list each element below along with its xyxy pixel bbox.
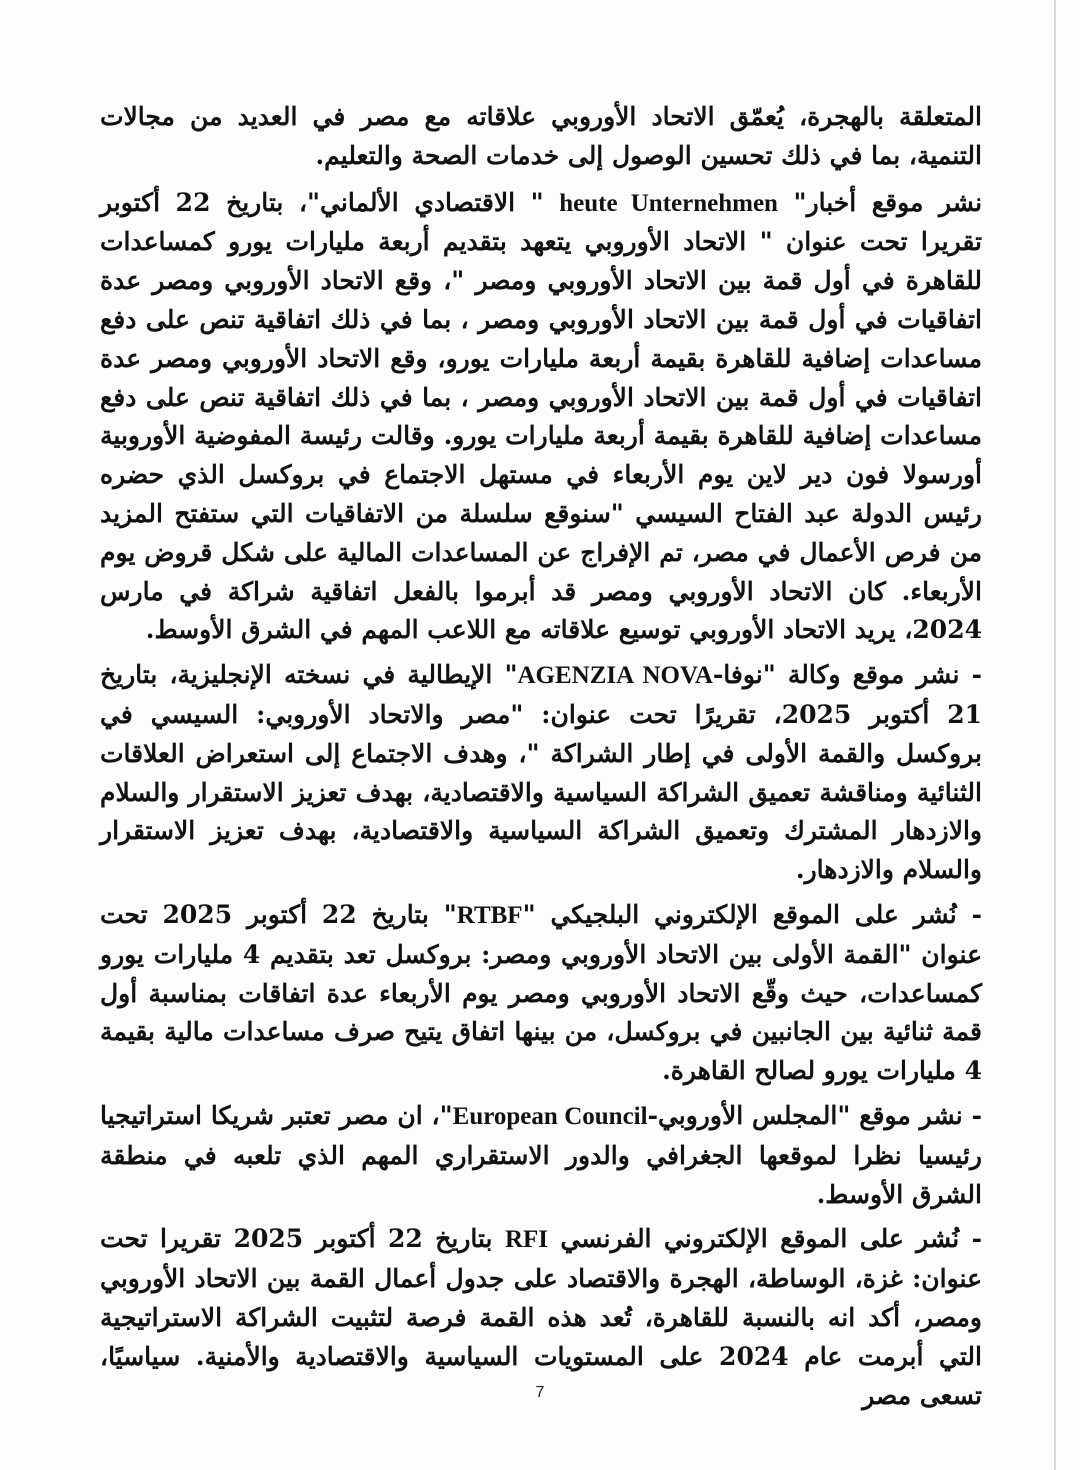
- paragraph-text: - نُشر على الموقع الإلكتروني البلجيكي ": [522, 899, 982, 929]
- page-number: 7: [535, 1384, 545, 1401]
- paragraph-text: - نشر موقع "المجلس الأوروبي-: [647, 1100, 982, 1130]
- paragraph-european-council: [100, 1097, 982, 1214]
- paragraph-heute-unternehmen: [100, 184, 982, 651]
- paragraph-text: المتعلقة بالهجرة، يُعمّق الاتحاد الأوروبي علاقاته مع مصر في العديد من مجالات التنمية، بما في ذلك تحسين الوصول إلى خدمات الصحة والتعليم.: [100, 102, 982, 170]
- paragraph-agenzia-nova: [100, 656, 982, 890]
- document-body: [100, 98, 982, 1421]
- paragraph-text: - نُشر على الموقع الإلكتروني الفرنسي: [548, 1224, 983, 1254]
- source-name: RFI: [504, 1226, 548, 1254]
- paragraph-text: " الاقتصادي الألماني"، بتاريخ 22 أكتوبر تقريرا تحت عنوان " الاتحاد الأوروبي يتعهد بتقديم أربعة مليارات يورو كمساعدات للقاهرة في أول قمة بين الاتحاد الأوروبي ومصر "، وقع الاتحاد الأوروبي ومصر عدة اتفاقيات في أول قمة بين الاتحاد الأوروبي ومصر ، بما في ذلك اتفاقية تنص على دفع مساعدات إضافية للقاهرة بقيمة أربعة مليارات يورو، وقع الاتحاد الأوروبي ومصر عدة اتفاقيات في أول قمة بين الاتحاد الأوروبي ومصر ، بما في ذلك اتفاقية تنص على دفع مساعدات إضافية للقاهرة بقيمة أربعة مليارات يورو. وقالت رئيسة المفوضية الأوروبية أورسولا فون دير لاين يوم الأربعاء في مستهل الاجتماع في بروكسل الذي حضره رئيس الدولة عبد الفتاح السيسي "سنوقع سلسلة من الاتفاقيات التي ستفتح المزيد من فرص الأعمال في مصر، تم الإفراج عن المساعدات المالية على شكل قروض يوم الأربعاء. كان الاتحاد الأوروبي ومصر قد أبرموا بالفعل اتفاقية شراكة في مارس 2024، يريد الاتحاد الأوروبي توسيع علاقاته مع اللاعب المهم في الشرق الأوسط.: [100, 187, 982, 645]
- paragraph-rtbf: [100, 896, 982, 1091]
- source-name: heute Unternehmen: [559, 189, 778, 217]
- source-name: AGENZIA NOVA: [517, 662, 713, 690]
- paragraph-text: "، ان مصر تعتبر شريكا استراتيجيا رئيسيا نظرا لموقعها الجغرافي والدور الاستقراري المهم الذي تلعبه في منطقة الشرق الأوسط.: [100, 1100, 982, 1209]
- paragraph-text: نشر موقع أخبار": [777, 187, 983, 217]
- paragraph-text: " بتاريخ 22 أكتوبر 2025 تحت عنوان "القمة الأولى بين الاتحاد الأوروبي ومصر: بروكسل تعد بتقديم 4 مليارات يورو كمساعدات، حيث وقّع الاتحاد الأوروبي ومصر يوم الأربعاء عدة اتفاقات بمناسبة أول قمة ثنائية بين الجانبين في بروكسل، من بينها اتفاق يتيح صرف مساعدات مالية بقيمة 4 مليارات يورو لصالح القاهرة.: [100, 899, 982, 1086]
- paragraph-intro-continuation: [100, 98, 982, 176]
- source-name: European Council: [452, 1102, 648, 1130]
- page-edge-shadow: [1054, 0, 1056, 1470]
- paragraph-text: " الإيطالية في نسخته الإنجليزية، بتاريخ 21 أكتوبر 2025، تقريرًا تحت عنوان: "مصر والاتحاد الأوروبي: السيسي في بروكسل والقمة الأولى في إطار الشراكة "، وهدف الاجتماع إلى استعراض العلاقات الثنائية ومناقشة تعميق الشراكة السياسية والاقتصادية، بهدف تعزيز الاستقرار والسلام والازدهار المشترك وتعميق الشراكة السياسية والاقتصادية، بهدف تعزيز الاستقرار والسلام والازدهار.: [100, 660, 982, 885]
- source-name: RTBF: [456, 901, 523, 929]
- paragraph-text: بتاريخ 22 أكتوبر 2025 تقريرا تحت عنوان: غزة، الوساطة، الهجرة والاقتصاد على جدول أعمال القمة بين الاتحاد الأوروبي ومصر، أكد انه بالنسبة للقاهرة، تُعد هذه القمة فرصة لتثبيت الشراكة الاستراتيجية التي أبرمت عام 2024 على المستويات السياسية والاقتصادية والأمنية. سياسيًا، تسعى مصر: [100, 1224, 982, 1410]
- paragraph-text: - نشر موقع وكالة "نوفا-: [712, 660, 982, 690]
